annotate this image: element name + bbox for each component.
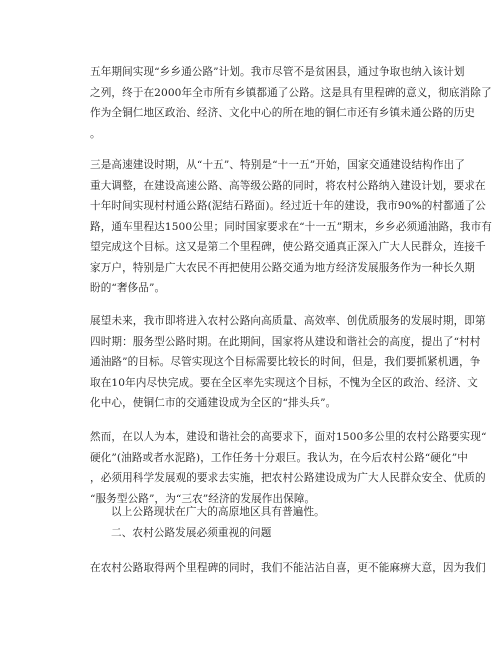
text-line: 之列，终于在2000年全市所有乡镇都通了公路。这是具有里程碑的意义，彻底消除了 (90, 86, 492, 99)
paragraph-5 (90, 502, 408, 523)
text-line: 十年时间实现村村通公路(泥结石路面)。经过近十年的建设，我市90%的村都通了公 (90, 200, 486, 212)
paragraph-2 (90, 155, 492, 299)
section-heading-text: 二、农村公路发展必须重视的问题 (111, 527, 272, 539)
text-line: 硬化”(油路或者水泥路)，工作任务十分艰巨。我认为，在今后农村公路“硬化”中 (90, 451, 468, 464)
text-line: 家万户，特别是广大农民不再把使用公路交通为地方经济发展服务作为一种长久期 (90, 261, 475, 274)
text-line: 展望未来，我市即将进入农村公路向高质量、高效率、创优质服务的发展时期，即第 (90, 315, 486, 327)
paragraph-6 (90, 558, 486, 579)
text-line: 在农村公路取得两个里程碑的同时，我们不能沾沾自喜，更不能麻痹大意，因为我们 (90, 562, 486, 574)
text-line: 然而，在以人为本，建设和谐社会的高要求下，面对1500多公里的农村公路要实现“ (90, 431, 487, 443)
text-line: 三是高速建设时期，从“十五”、特别是“十一五”开始，国家交通建设结构作出了 (90, 159, 465, 171)
section-heading (90, 523, 408, 544)
text-line: 重大调整，在建设高速公路、高等级公路的同时，将农村公路纳入建设计划，要求在 (90, 179, 486, 192)
text-line: 。 (90, 127, 101, 140)
text-line: 取在10年内尽快完成。要在全区率先实现这个目标，不愧为全区的政治、经济、文 (90, 376, 478, 389)
text-line: 四时期：服务型公路时期。在此期间，国家将从建设和谐社会的高度，提出了“村村 (90, 335, 481, 348)
text-line: ，必须用科学发展观的要求去实施，把农村公路建设成为广大人民群众安全、优质的 (90, 472, 486, 484)
paragraph-3 (90, 311, 486, 414)
text-line: 通油路”的目标。尽管实现这个目标需要比较长的时间，但是，我们要抓紧机遇，争 (90, 356, 481, 368)
text-line: 望完成这个目标。这又是第二个里程碑，使公路交通真正深入广大人民群众，连接千 (90, 241, 486, 253)
text-line: 五年期间实现“乡乡通公路”计划。我市尽管不是贫困县，通过争取也纳入该计划 (90, 66, 465, 78)
paragraph-1 (90, 62, 492, 144)
text-line: 化中心，使铜仁市的交通建设成为全区的“排头兵”。 (90, 397, 337, 409)
paragraph-4 (90, 427, 487, 509)
text-line: “服务型公路”，为“三农”经济的发展作出保障。 (90, 492, 316, 505)
text-line: 作为全铜仁地区政治、经济、文化中心的所在地的铜仁市还有乡镇未通公路的历史 (90, 107, 475, 119)
text-line: 盼的“奢侈品”。 (90, 282, 166, 294)
text-line: 以上公路现状在广大的高原地区具有普遍性。 (111, 506, 325, 518)
text-line: 路，通车里程达1500公里；同时国家要求在“十一五”期末，乡乡必须通油路，我市有 (90, 220, 492, 233)
